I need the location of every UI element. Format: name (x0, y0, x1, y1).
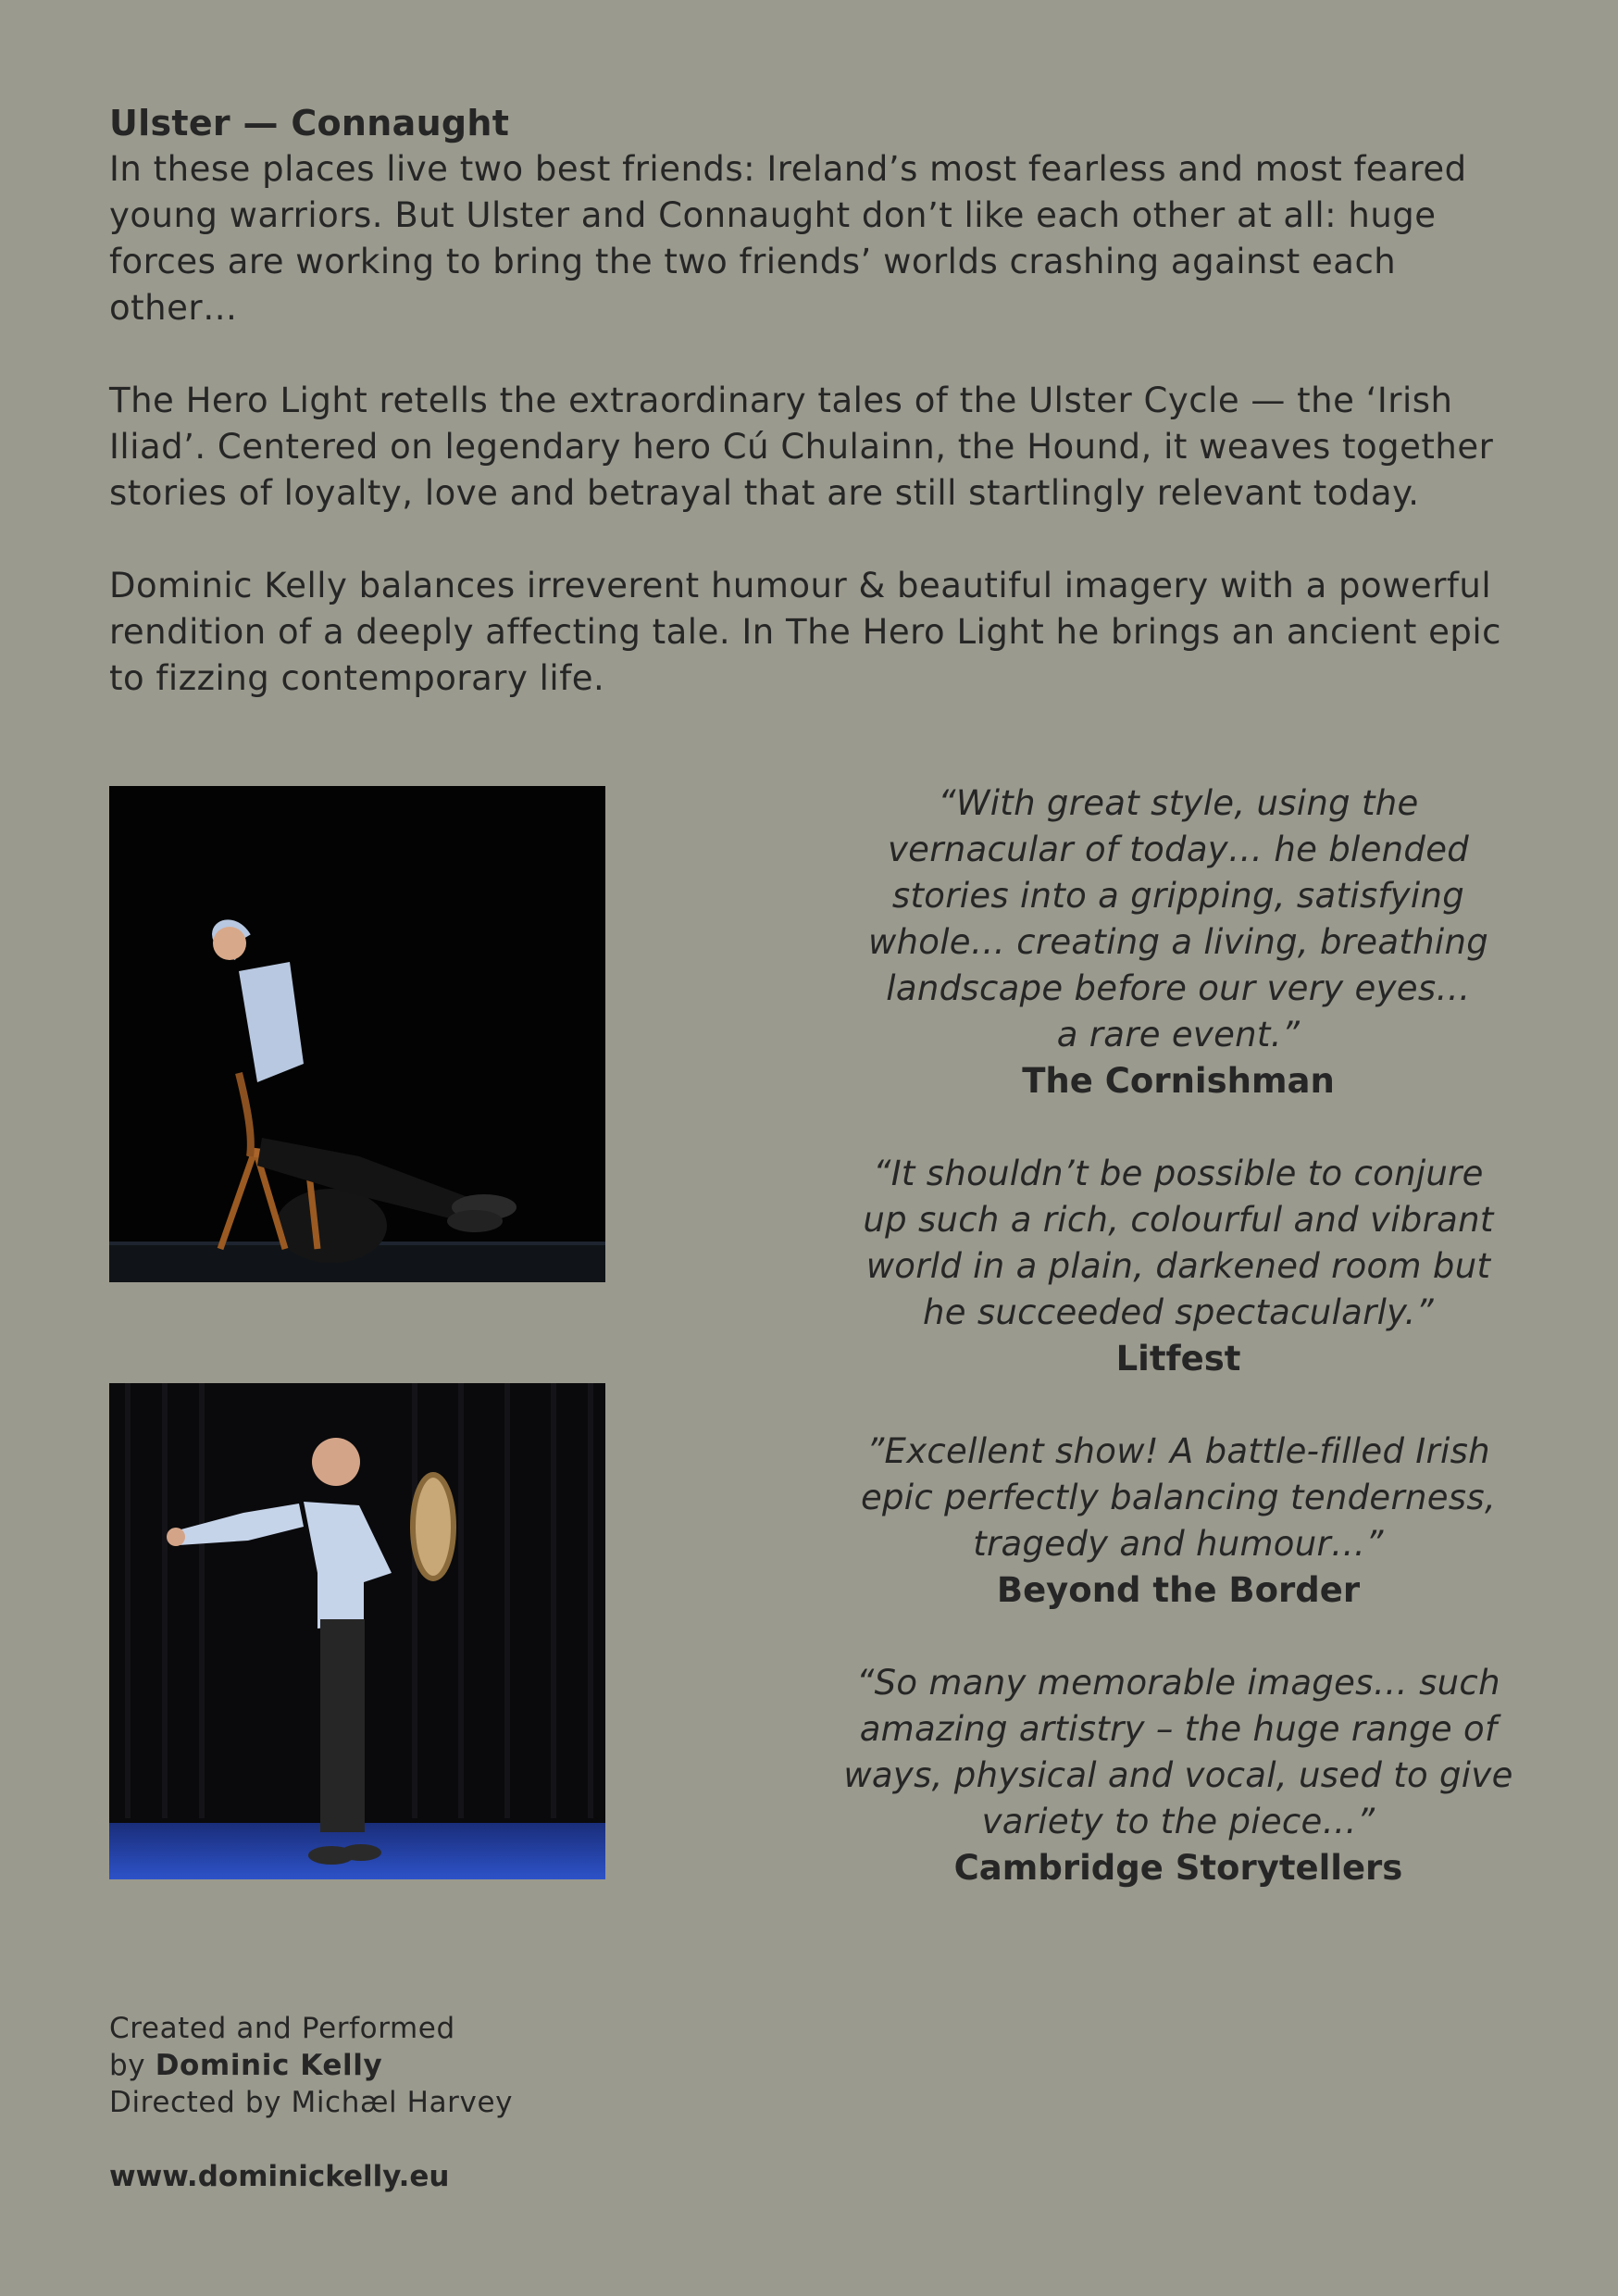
quote-line: a rare event.” (1056, 1015, 1301, 1054)
press-quote (833, 1151, 1524, 1382)
performer-name: Dominic Kelly (155, 2049, 383, 2082)
performer-seated-photo (109, 786, 605, 1282)
credits (109, 2010, 513, 2121)
quote-line: “So many memorable images… such (856, 1663, 1500, 1703)
quote-line: vernacular of today… he blended (887, 830, 1470, 869)
website-link[interactable]: www.dominickelly.eu (109, 2160, 450, 2193)
quote-source: Cambridge Storytellers (953, 1848, 1403, 1888)
quote-line: “With great style, using the (938, 783, 1419, 823)
quote-source: Beyond the Border (996, 1570, 1361, 1610)
credits-director-line: Directed by Michæl Harvey (109, 2086, 514, 2119)
quote-line: tragedy and humour…” (973, 1524, 1384, 1564)
intro-heading: Ulster — Connaught (109, 103, 510, 144)
credits-created-line: Created and Performed (109, 2012, 455, 2045)
quote-line: ways, physical and vocal, used to give (843, 1755, 1513, 1795)
intro-paragraph-3: Dominic Kelly balances irreverent humour & beautiful imagery with a powerful rendition of a deeply affecting tale. In The Hero Light he brings an ancient epic to fizzing contemporary life. (109, 566, 1501, 698)
quote-line: amazing artistry – the huge range of (859, 1709, 1498, 1749)
quote-line: world in a plain, darkened room but (865, 1246, 1491, 1286)
intro-section (109, 100, 1525, 702)
quote-line: stories into a gripping, satisfying (891, 876, 1465, 916)
quote-line: up such a rich, colourful and vibrant (863, 1200, 1494, 1240)
quote-line: landscape before our very eyes… (886, 968, 1471, 1008)
quote-line: whole… creating a living, breathing (867, 922, 1489, 962)
press-quote (833, 1660, 1524, 1891)
intro-paragraph-1: In these places live two best friends: Ireland’s most fearless and most feared young warriors. But Ulster and Connaught don’t like each other at all: huge forces are working to bring the two friends’ worlds crashing against each other… (109, 149, 1467, 328)
credits-performer-line (109, 2047, 513, 2084)
quote-source: Litfest (1115, 1339, 1241, 1379)
quote-line: he succeeded spectacularly.” (922, 1292, 1435, 1332)
quote-line: “It shouldn’t be possible to conjure (873, 1154, 1484, 1193)
press-quotes (833, 780, 1524, 1938)
quote-line: ”Excellent show! A battle-filled Irish (866, 1431, 1490, 1471)
quote-line: variety to the piece…” (981, 1802, 1375, 1841)
press-quote (833, 1429, 1524, 1614)
quote-line: epic perfectly balancing tenderness, (860, 1478, 1497, 1517)
intro-paragraph-2: The Hero Light retells the extraordinary tales of the Ulster Cycle — the ‘Irish Iliad’. Centered on legendary hero Cú Chulainn, the Hound, it weaves together stories of loyalty, love and betrayal that are still startlingly relevant today. (109, 381, 1494, 513)
press-quote (833, 780, 1524, 1104)
credits-by-prefix: by (109, 2049, 156, 2082)
quote-source: The Cornishman (1022, 1061, 1335, 1101)
performer-drum-photo (109, 1383, 605, 1879)
